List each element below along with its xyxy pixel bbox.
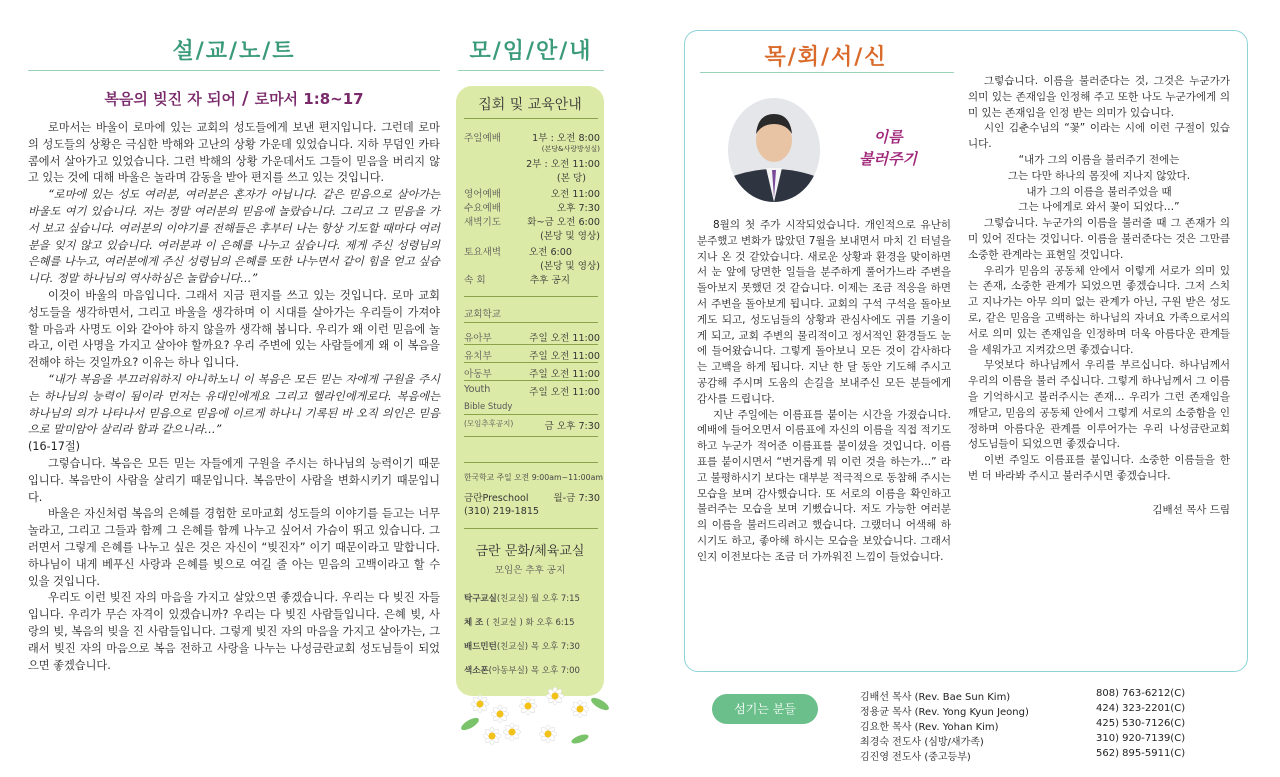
pastor-photo (728, 98, 820, 202)
staff-name: 김요한 목사 (Rev. Yohan Kim) (860, 722, 999, 733)
saturday-time: 오전 6:00 (528, 247, 572, 258)
schedule-section-title: 모/임/안/내 (469, 39, 593, 64)
pastor-letter-paragraph: 내가 그의 이름을 불러주었을 때 (1026, 185, 1172, 198)
heading-line: 불러주기 (859, 150, 917, 168)
culture-time: 화 오후 6:15 (525, 618, 575, 628)
staff-phone: 808) 763-6212(C) (1096, 688, 1186, 699)
sermon-paragraph: 로마서는 바울이 로마에 있는 교회의 성도들에게 보낸 편지입니다. 그런데 로마의 성도들의 상황은 극심한 박해와 고난의 상황 가운데 있었습니다. 지하 무덤인 카타콤에서 살아가고 있었습니다. 그런 박해의 상황 가운데서도 그들이 믿음을 버리지 않고 있는 것에 대해 바울은 놀라며 감동을 받아 편지를 쓰고 있는 것입니다. (28, 121, 440, 185)
divider (464, 118, 598, 119)
culture-place: ( 친교실 ) (486, 618, 523, 628)
staff-row (860, 748, 1240, 763)
sunday-second-time: 2부 : 오전 11:00 (526, 159, 600, 170)
bible-study-label: Bible Study (464, 402, 513, 412)
daisy-flowers-decoration (460, 684, 610, 754)
heading-line: 이름 (873, 128, 903, 146)
bible-study-note: (모임추후공지) (464, 419, 514, 428)
school-label: 유아부 (464, 333, 492, 344)
preschool-time: 월-금 7:30 (553, 493, 600, 504)
pastor-section-title: 목/회/서/신 (764, 45, 888, 70)
pastor-letter-right-column (968, 74, 1230, 519)
pastor-letter-paragraph: 이번 주일도 이름표를 붙입니다. 소중한 이름들을 한번 더 바라봐 주시고 불러주시면 좋겠습니다. (968, 454, 1230, 482)
staff-list (860, 688, 1240, 763)
sermon-paragraph: 우리도 이런 빚진 자의 마음을 가지고 살았으면 좋겠습니다. 우리는 다 빚진 자들입니다. 우리가 무슨 자격이 있겠습니까? 우리는 다 빚진 사람들입니다. 은혜 빚, 사랑의 빚, 복음의 빚을 진 사람들입니다. 그렇게 빚진 자의 마음을 가지고 살아가는, 그래서 빚진 자의 마음으로 복음 전하고 사랑을 나누는 나성금란교회 성도님들이 되었으면 좋겠습니다. (28, 591, 440, 672)
culture-name: 체 조 (464, 618, 484, 628)
sermon-title-rule (28, 70, 440, 71)
culture-heading: 금란 문화/체육교실 (475, 544, 585, 559)
divider (464, 462, 598, 463)
culture-place: (아동부실) (488, 666, 529, 676)
culture-note: 모임은 추후 공지 (494, 565, 566, 576)
culture-row (464, 616, 575, 628)
pastor-letter-paragraph: 그렇습니다. 누군가의 이름을 불러줄 때 그 존재가 의미 있어 진다는 것입니다. 이름을 불러준다는 것은 그만큼 소중한 관계라는 표현일 것입니다. (968, 217, 1230, 261)
staff-label-button: 섬기는 분들 (712, 694, 818, 724)
pastor-letter-heading (836, 126, 940, 170)
staff-row (860, 718, 1240, 733)
sermon-paragraph: “내가 복음을 부끄러워하지 아니하노니 이 복음은 모든 믿는 자에게 구원을 주시는 하나님의 능력이 됨이라 먼저는 유대인에게요 그리고 헬라인에게로다. 복음에는 하나님의 의가 나타나서 믿음으로 믿음에 이르게 하나니 기록된 바 오직 의인은 믿음으로 말미암아 살리라 함과 같으니라…” (28, 372, 440, 437)
divider (464, 380, 598, 381)
sunday-second-note: (본 당) (556, 173, 586, 184)
sunday-label: 주일예배 (464, 133, 502, 144)
pastor-signature: 김배선 목사 드림 (1152, 503, 1230, 516)
culture-place: (친교실) (496, 594, 529, 604)
sermon-heading-title: 복음의 빚진 자 되어 (104, 90, 236, 108)
staff-phone: 425) 530-7126(C) (1096, 718, 1186, 729)
divider (464, 414, 598, 415)
saturday-note: (본당 및 영상) (540, 261, 600, 272)
staff-phone: 424) 323-2201(C) (1096, 703, 1186, 714)
staff-row (860, 703, 1240, 718)
culture-name: 탁구교실 (464, 594, 497, 604)
pastor-letter-paragraph: 그는 다만 하나의 몸짓에 지나지 않았다. (1007, 169, 1191, 182)
school-label: 유치부 (464, 351, 492, 362)
sermon-paragraph: 바울은 자신처럼 복음의 은혜를 경험한 로마교회 성도들의 이야기를 듣고는 너무 놀라고, 그리고 그들과 함께 그 은혜를 함께 나누고 싶어서 가슴이 뛰고 있습니다. 그러면서 그렇게 은혜를 나누고 싶은 것은 자신이 “빚진자” 이기 때문이라고 말합니다. 하나님이 내게 베푸신 사랑과 은혜를 빚으로 여길 줄 아는 믿음의 고백이라고 할 수 있을 것입니다. (28, 507, 440, 588)
staff-name: 최경숙 전도사 (심방/새가족) (860, 737, 984, 748)
school-heading: 교회학교 (464, 309, 502, 320)
divider (464, 344, 598, 345)
cell-time: 추후 공지 (529, 275, 570, 286)
school-time: 주일 오전 11:00 (529, 387, 600, 398)
culture-place: (친교실) (496, 642, 529, 652)
sermon-section-title: 설/교/노/트 (172, 39, 296, 64)
saturday-label: 토요새벽 (464, 247, 502, 258)
sermon-body (28, 120, 440, 674)
staff-phone: 562) 895-5911(C) (1096, 748, 1186, 759)
school-time: 주일 오전 11:00 (529, 333, 600, 344)
sermon-paragraph: “로마에 있는 성도 여러분, 여러분은 혼자가 아닙니다. 같은 믿음으로 살아가는 바울도 여기 있습니다. 저는 정말 여러분의 믿음에 놀랐습니다. 그리고 그 믿음을 가서 보고 싶습니다. 여러분의 이야기를 전해들은 후부터 나는 항상 기도할 때마다 여러분을 잊지 않고 있습니다. 여러분과 이 은혜를 나누고 싶습니다. 제게 주신 성령님의 은혜를 나누고, 여러분에게 주신 성령님의 은혜를 또한 나누면서 같이 힘을 얻고 싶습니다. 정말 하나님의 역사하심은 놀랍습니다…” (28, 188, 440, 286)
bible-study-time: 금 오후 7:30 (544, 421, 600, 432)
sermon-paragraph: 그렇습니다. 복음은 모든 믿는 자들에게 구원을 주시는 하나님의 능력이기 때문입니다. 복음만이 사람을 살리기 때문입니다. 복음만이 사람을 변화시키기 때문입니다. (28, 456, 440, 504)
pastor-letter-paragraph: 지난 주일에는 이름표를 붙이는 시간을 가졌습니다. 예배에 들어오면서 이름표에 자신의 이름을 직접 적기도 하고 누군가 적어준 이름표를 붙이셨을 것입니다. 이름표를 붙이시면서 “번거롭게 뭐 이런 것을 하는가…” 라고 불평하시기 보다는 대부분 적극적으로 동참해 주시는 모습을 보며 감사했습니다. 또 서로의 이름을 확인하고 불러주는 모습을 보며 기뻤습니다. 저도 가능한 여러분의 이름을 불러드리려고 했습니다. 그랬더니 어색해 하시기도 하고, 좋아해 하시는 모습을 보았습니다. 그래서인지 이전보다는 조금 더 가까워진 느낌이 들었습니다. (697, 408, 951, 563)
staff-row (860, 733, 1240, 748)
divider (464, 296, 598, 297)
sermon-paragraph: 이것이 바울의 마음입니다. 그래서 지금 편지를 쓰고 있는 것입니다. 로마 교회 성도들을 생각하면서, 그리고 바울을 생각하며 이 시대를 살아가는 우리들이 가져야 할 마음과 사명도 이와 같아야 하지 않을까 생각해 봅니다. 우리가 왜 이런 믿음에 놀라고, 이런 사명을 가지고 살아야 할까요? 우리 주변에 있는 사람들에게 왜 이 복음을 전해야 하는 것일까요? 이유는 하나 입니다. (28, 288, 440, 370)
culture-time: 목 오후 7:00 (530, 666, 580, 676)
wednesday-label: 수요예배 (464, 203, 502, 214)
dawn-label: 새벽기도 (464, 217, 502, 228)
pastor-letter-paragraph: “내가 그의 이름을 불러주기 전에는 (1018, 153, 1180, 166)
staff-phone: 310) 920-7139(C) (1096, 733, 1186, 744)
pastor-letter-paragraph: 그렇습니다. 이름을 불러준다는 것, 그것은 누군가가 의미 있는 존재임을 인정해 주고 또한 나도 누군가에게 의미 있는 존재임을 인정 받는 의미가 있습니다. (968, 75, 1230, 119)
staff-name: 김진영 전도사 (중고등부) (860, 752, 971, 763)
english-time: 오전 11:00 (550, 189, 600, 200)
divider (464, 528, 598, 529)
worship-heading: 집회 및 교육안내 (478, 97, 582, 113)
schedule-panel (456, 86, 604, 696)
korean-school-text: 한국학교 주일 오전 9:00am~11:00am (464, 473, 603, 482)
preschool-label: 금란Preschool (464, 493, 529, 504)
sermon-scripture-ref: 로마서 1:8~17 (254, 90, 364, 108)
sermon-paragraph: (16-17절) (28, 440, 81, 454)
pastor-letter-left-column (697, 218, 951, 566)
staff-name: 정용균 목사 (Rev. Yong Kyun Jeong) (860, 707, 1029, 718)
pastor-letter-paragraph: 우리가 믿음의 공동체 안에서 이렇게 서로가 의미 있는 존재, 소중한 관계가 되었으면 좋겠습니다. 그저 스치고 지나가는 아무 의미 없는 관계가 아닌, 구원 받은 성도로, 같은 믿음을 고백하는 하나님의 자녀요 가족으로서의 서로 의미 있는 존재임을 인정하며 더욱 아름다운 관계들을 세워가고 지켜갔으면 좋겠습니다. (968, 264, 1230, 356)
school-time: 주일 오전 11:00 (529, 369, 600, 380)
school-label: 아동부 (464, 369, 492, 380)
divider (464, 322, 598, 323)
cell-label: 속 회 (464, 275, 486, 286)
school-label: Youth (464, 384, 491, 395)
sermon-heading (28, 88, 440, 109)
culture-time: 목 오후 7:30 (530, 642, 580, 652)
pastor-letter-paragraph: 시인 김춘수님의 “꽃” 이라는 시에 이런 구절이 있습니다. (968, 122, 1230, 151)
staff-row (860, 688, 1240, 703)
dawn-note: (본당 및 영상) (540, 231, 600, 242)
pastor-letter-paragraph: 그는 나에게로 와서 꽃이 되었다…” (1018, 201, 1180, 214)
culture-time: 월 오후 7:15 (530, 594, 580, 604)
heading-divider: / (242, 88, 249, 109)
school-time: 주일 오전 11:00 (529, 351, 600, 362)
schedule-title-rule (458, 70, 604, 71)
pastor-letter-paragraph: 무엇보다 하나님께서 우리를 부르십니다. 하나님께서 우리의 이름을 불러 주십니다. 그렇게 하나님께서 그 이름을 기억하시고 불러주시는 존재… 우리가 그런 존재임을 깨닫고, 믿음의 공동체 안에서 그렇게 서로의 소중함을 인정하며 아름다운 관계를 이루어가는 우리 나성금란교회 성도님들이 되었으면 좋겠습니다. (968, 359, 1230, 451)
english-label: 영어예배 (464, 189, 502, 200)
dawn-time: 화~금 오전 6:00 (527, 217, 600, 228)
pastor-title-rule (700, 72, 954, 73)
culture-row (464, 664, 580, 676)
sunday-first-note: (본당&사랑방성실) (541, 145, 600, 153)
divider (464, 362, 598, 363)
culture-row (464, 592, 580, 604)
divider (464, 436, 598, 437)
culture-name: 배드민턴 (464, 642, 497, 652)
culture-name: 색소폰 (464, 666, 489, 676)
wednesday-time: 오후 7:30 (556, 203, 600, 214)
sunday-first-time: 1부 : 오전 8:00 (532, 133, 600, 144)
staff-name: 김배선 목사 (Rev. Bae Sun Kim) (860, 692, 1011, 703)
pastor-letter-paragraph: 8월의 첫 주가 시작되었습니다. 개인적으로 유난히 분주했고 변화가 많았던 7월을 보내면서 마치 긴 터널을 지나 온 것 같았습니다. 새로운 상황과 환경을 맞이하면서 눈 앞에 당면한 일들을 분주하게 풀어가느라 주변을 돌아보지 못했던 것 같습니다. 이제는 조금 적응을 하면서 주변을 돌아보게 됩니다. 교회의 구석 구석을 돌아보게도 되고, 성도님들의 상황과 관심사에도 귀를 기울이게 되고, 교회 주변의 물리적이고 정서적인 환경들도 눈에 들어왔습니다. 그렇게 돌아보니 모든 것이 감사하다는 고백을 하게 됩니다. 지난 한 달 동안 기도해 주시고 공감해 주시며 도움의 손길을 보내주신 모든 분들에게 감사를 드립니다. (697, 219, 951, 405)
preschool-phone: (310) 219-1815 (464, 506, 540, 517)
culture-row (464, 640, 580, 652)
